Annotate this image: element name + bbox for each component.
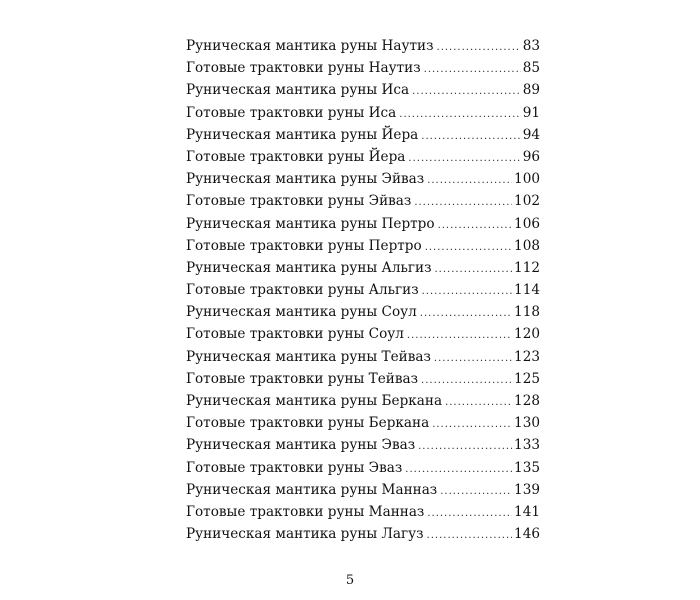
- toc-entry-title: Руническая мантика руны Манназ: [186, 481, 438, 498]
- toc-entry-title: Руническая мантика руны Лагуз: [186, 526, 424, 543]
- page-number: 5: [345, 573, 355, 588]
- toc-entry-title: Готовые трактовки руны Эваз: [186, 459, 403, 476]
- toc-entry: [186, 346, 540, 368]
- toc-entry-page: 112: [514, 259, 540, 276]
- toc-leader-dots: [421, 126, 520, 148]
- toc-entry: [186, 390, 540, 412]
- toc-entry: [186, 457, 540, 479]
- toc-leader-dots: [412, 81, 521, 103]
- toc-entry-page: 106: [514, 215, 540, 232]
- toc-entry-page: 118: [514, 304, 540, 321]
- toc-entry: [186, 190, 540, 212]
- toc-entry-title: Готовые трактовки руны Иса: [186, 104, 397, 121]
- toc-entry-page: 100: [514, 171, 540, 188]
- toc-entry-page: 139: [514, 481, 540, 498]
- toc-entry-title: Готовые трактовки руны Йера: [186, 148, 406, 165]
- toc-entry-page: 146: [514, 526, 540, 543]
- table-of-contents: [186, 35, 540, 545]
- toc-entry-page: 133: [514, 437, 540, 454]
- toc-entry-title: Готовые трактовки руны Альгиз: [186, 282, 419, 299]
- toc-leader-dots: [440, 481, 512, 503]
- toc-leader-dots: [408, 148, 520, 170]
- toc-entry-page: 85: [522, 60, 540, 77]
- toc-entry-title: Руническая мантика руны Эваз: [186, 437, 416, 454]
- toc-leader-dots: [445, 392, 512, 414]
- toc-entry: [186, 523, 540, 545]
- toc-entry: [186, 124, 540, 146]
- toc-entry-page: 108: [514, 237, 540, 254]
- toc-entry: [186, 79, 540, 101]
- toc-entry-title: Руническая мантика руны Соул: [186, 304, 417, 321]
- toc-leader-dots: [420, 303, 512, 325]
- toc-leader-dots: [405, 459, 512, 481]
- toc-entry-page: 94: [522, 126, 540, 143]
- toc-leader-dots: [427, 525, 513, 547]
- toc-entry: [186, 146, 540, 168]
- toc-leader-dots: [421, 370, 512, 392]
- toc-entry-title: Руническая мантика руны Пертро: [186, 215, 435, 232]
- toc-entry-title: Руническая мантика руны Беркана: [186, 393, 443, 409]
- toc-entry-title: Готовые трактовки руны Соул: [186, 326, 404, 343]
- toc-entry-title: Готовые трактовки руны Пертро: [186, 237, 422, 254]
- toc-entry-title: Готовые трактовки руны Манназ: [186, 503, 425, 520]
- toc-leader-dots: [427, 503, 512, 525]
- toc-leader-dots: [418, 436, 512, 458]
- toc-entry-page: 130: [514, 415, 540, 432]
- toc-leader-dots: [432, 414, 512, 436]
- toc-leader-dots: [427, 170, 512, 192]
- toc-leader-dots: [422, 281, 512, 303]
- toc-entry: [186, 257, 540, 279]
- toc-entry-page: 125: [514, 370, 540, 387]
- toc-leader-dots: [434, 259, 512, 281]
- toc-entry-page: 120: [514, 326, 540, 343]
- toc-leader-dots: [414, 192, 512, 214]
- toc-entry-page: 128: [514, 393, 540, 409]
- toc-entry-page: 135: [514, 459, 540, 476]
- toc-entry: [186, 213, 540, 235]
- toc-entry: [186, 323, 540, 345]
- toc-entry-page: 141: [514, 503, 540, 520]
- toc-entry-page: 96: [522, 148, 540, 165]
- toc-entry-title: Руническая мантика руны Эйваз: [186, 171, 425, 188]
- toc-entry: [186, 57, 540, 79]
- toc-entry: [186, 479, 540, 501]
- toc-entry-title: Руническая мантика руны Иса: [186, 82, 410, 99]
- toc-leader-dots: [437, 37, 521, 59]
- toc-entry-title: Руническая мантика руны Йера: [186, 126, 419, 143]
- toc-entry-page: 89: [522, 82, 540, 99]
- toc-leader-dots: [434, 348, 512, 370]
- toc-entry-page: 102: [514, 193, 540, 210]
- toc-entry: [186, 168, 540, 190]
- toc-entry: [186, 368, 540, 390]
- toc-entry: [186, 279, 540, 301]
- toc-entry: [186, 501, 540, 523]
- toc-entry-title: Руническая мантика руны Альгиз: [186, 259, 432, 276]
- toc-entry-page: 114: [514, 282, 540, 299]
- toc-entry-title: Руническая мантика руны Наутиз: [186, 38, 434, 54]
- toc-leader-dots: [425, 237, 512, 259]
- toc-entry-title: Готовые трактовки руны Наутиз: [186, 60, 421, 77]
- toc-entry-title: Готовые трактовки руны Тейваз: [186, 370, 419, 387]
- toc-leader-dots: [424, 59, 521, 81]
- toc-entry-title: Готовые трактовки руны Беркана: [186, 415, 430, 432]
- toc-entry-title: Руническая мантика руны Тейваз: [186, 348, 431, 365]
- toc-entry: [186, 434, 540, 456]
- toc-entry-title: Готовые трактовки руны Эйваз: [186, 193, 412, 210]
- toc-entry-page: 91: [522, 104, 540, 121]
- toc-entry: [186, 35, 540, 57]
- toc-entry: [186, 102, 540, 124]
- toc-leader-dots: [407, 325, 512, 347]
- toc-entry: [186, 412, 540, 434]
- toc-leader-dots: [399, 104, 520, 126]
- toc-entry: [186, 235, 540, 257]
- toc-entry-page: 123: [514, 348, 540, 365]
- toc-leader-dots: [438, 215, 512, 237]
- toc-entry-page: 83: [522, 38, 540, 54]
- toc-entry: [186, 301, 540, 323]
